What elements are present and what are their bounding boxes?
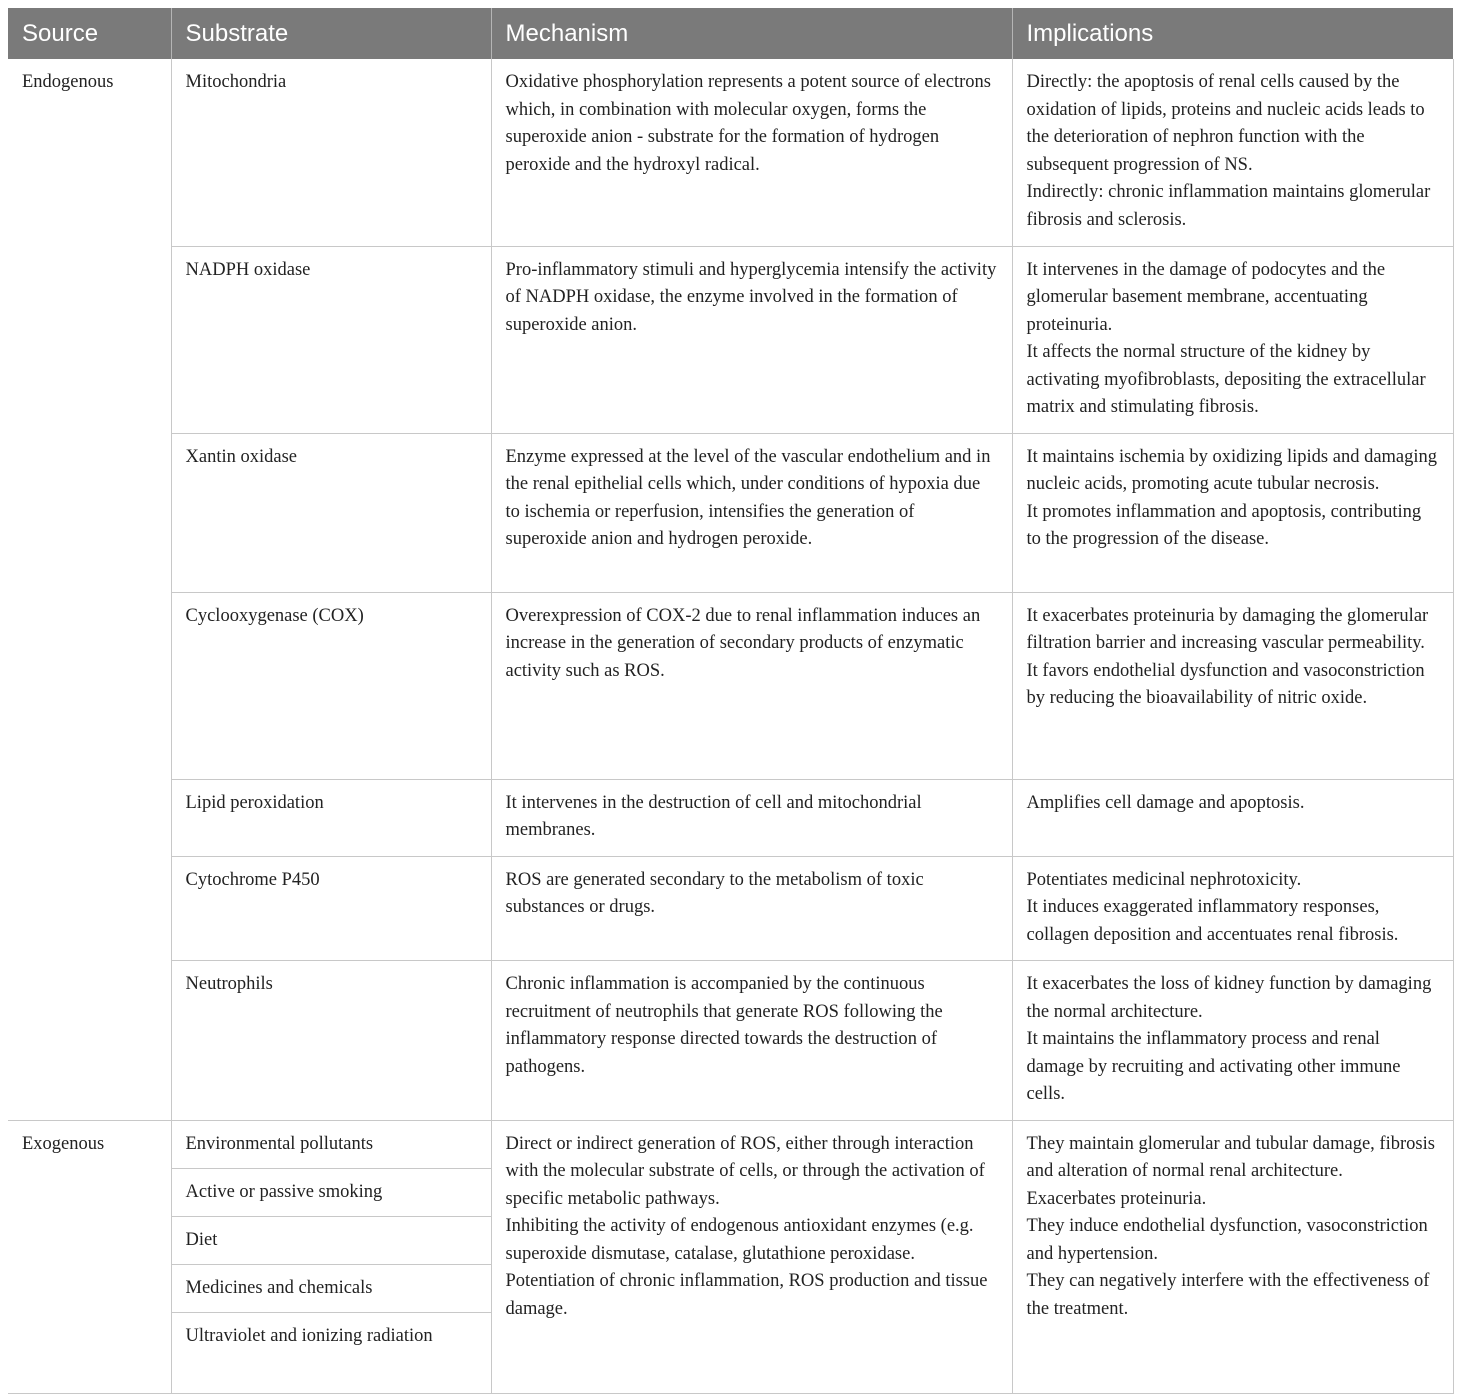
substrate-cell: Lipid peroxidation xyxy=(171,779,491,856)
implication-line: It affects the normal structure of the kidney by activating myofibroblasts, depositing the extracellular matrix and stimulating fibrosis. xyxy=(1026,342,1426,417)
header-source: Source xyxy=(8,8,171,59)
substrate-list xyxy=(171,1120,491,1393)
source-exogenous: Exogenous xyxy=(8,1120,171,1393)
substrate-item: Environmental pollutants xyxy=(172,1121,491,1169)
substrate-item: Medicines and chemicals xyxy=(172,1265,491,1313)
header-row xyxy=(8,8,1453,59)
substrate-cell: Mitochondria xyxy=(171,59,491,246)
implication-line: It intervenes in the damage of podocytes and the glomerular basement membrane, accentuating proteinuria. xyxy=(1026,259,1386,335)
mechanism-line: Direct or indirect generation of ROS, either through interaction with the molecular substrate of cells, or through the activation of specific metabolic pathways. xyxy=(505,1133,985,1209)
table-row xyxy=(8,592,1453,779)
mechanism-cell: Oxidative phosphorylation represents a potent source of electrons which, in combination with molecular oxygen, forms the superoxide anion - substrate for the formation of hydrogen peroxide and the hydroxyl radical. xyxy=(491,59,1012,246)
header-substrate: Substrate xyxy=(171,8,491,59)
substrate-cell: Xantin oxidase xyxy=(171,433,491,592)
table-row xyxy=(8,433,1453,592)
implication-line: It maintains the inflammatory process and renal damage by recruiting and activating other immune cells. xyxy=(1026,1029,1401,1104)
table-row xyxy=(8,961,1453,1121)
implication-line: It exacerbates proteinuria by damaging the glomerular filtration barrier and increasing vascular permeability. xyxy=(1026,605,1429,653)
implication-line: Amplifies cell damage and apoptosis. xyxy=(1026,792,1305,813)
header-implications: Implications xyxy=(1012,8,1453,59)
mechanism-cell xyxy=(491,1120,1012,1393)
table-container xyxy=(8,8,1453,1394)
table-row xyxy=(8,1120,1453,1393)
implication-line: Directly: the apoptosis of renal cells caused by the oxidation of lipids, proteins and nucleic acids leads to the deterioration of nephron function with the subsequent progression of NS. xyxy=(1026,72,1425,175)
implication-line: It promotes inflammation and apoptosis, contributing to the progression of the disease. xyxy=(1026,501,1422,549)
mechanism-line: Potentiation of chronic inflammation, ROS production and tissue damage. xyxy=(505,1271,988,1319)
implication-line: It favors endothelial dysfunction and vasoconstriction by reducing the bioavailability of nitric oxide. xyxy=(1026,660,1425,708)
table-row xyxy=(8,59,1453,246)
implication-line: Indirectly: chronic inflammation maintains glomerular fibrosis and sclerosis. xyxy=(1026,182,1431,230)
implications-cell xyxy=(1012,592,1453,779)
implications-cell xyxy=(1012,246,1453,433)
implication-line: It exacerbates the loss of kidney function by damaging the normal architecture. xyxy=(1026,974,1432,1022)
source-endogenous: Endogenous xyxy=(8,59,171,1120)
substrate-cell: Neutrophils xyxy=(171,961,491,1121)
mechanism-cell: Overexpression of COX-2 due to renal inflammation induces an increase in the generation of secondary products of enzymatic activity such as ROS. xyxy=(491,592,1012,779)
mechanism-cell: Chronic inflammation is accompanied by the continuous recruitment of neutrophils that generate ROS following the inflammatory response directed towards the destruction of pathogens. xyxy=(491,961,1012,1121)
substrate-item: Ultraviolet and ionizing radiation xyxy=(185,1325,433,1346)
implications-cell xyxy=(1012,856,1453,961)
implication-line: They maintain glomerular and tubular damage, fibrosis and alteration of normal renal architecture. xyxy=(1026,1133,1435,1181)
mechanism-cell: Pro-inflammatory stimuli and hyperglycemia intensify the activity of NADPH oxidase, the enzyme involved in the formation of superoxide anion. xyxy=(491,246,1012,433)
substrate-cell: NADPH oxidase xyxy=(171,246,491,433)
mechanism-cell: It intervenes in the destruction of cell and mitochondrial membranes. xyxy=(491,779,1012,856)
substrate-cell: Cytochrome P450 xyxy=(171,856,491,961)
implications-cell xyxy=(1012,961,1453,1121)
implications-cell xyxy=(1012,1120,1453,1393)
implications-cell xyxy=(1012,59,1453,246)
implication-line: Exacerbates proteinuria. xyxy=(1026,1188,1207,1209)
substrate-item: Diet xyxy=(172,1217,491,1265)
table-row xyxy=(8,246,1453,433)
implication-line: It induces exaggerated inflammatory responses, collagen deposition and accentuates renal fibrosis. xyxy=(1026,897,1399,945)
implications-cell xyxy=(1012,433,1453,592)
mechanism-line: Inhibiting the activity of endogenous antioxidant enzymes (e.g. superoxide dismutase, catalase, glutathione peroxidase. xyxy=(505,1216,974,1264)
implication-line: It maintains ischemia by oxidizing lipids and damaging nucleic acids, promoting acute tubular necrosis. xyxy=(1026,446,1438,494)
table-row xyxy=(8,779,1453,856)
mechanism-cell: Enzyme expressed at the level of the vascular endothelium and in the renal epithelial cells which, under conditions of hypoxia due to ischemia or reperfusion, intensifies the generation of superoxide anion and hydrogen peroxide. xyxy=(491,433,1012,592)
substrate-item: Active or passive smoking xyxy=(172,1169,491,1217)
implication-line: Potentiates medicinal nephrotoxicity. xyxy=(1026,869,1302,890)
implication-line: They induce endothelial dysfunction, vasoconstriction and hypertension. xyxy=(1026,1216,1428,1264)
table-row xyxy=(8,856,1453,961)
implications-cell xyxy=(1012,779,1453,856)
substrate-cell: Cyclooxygenase (COX) xyxy=(171,592,491,779)
header-mechanism: Mechanism xyxy=(491,8,1012,59)
ros-sources-table xyxy=(8,8,1454,1394)
implication-line: They can negatively interfere with the effectiveness of the treatment. xyxy=(1026,1271,1430,1319)
mechanism-cell: ROS are generated secondary to the metabolism of toxic substances or drugs. xyxy=(491,856,1012,961)
